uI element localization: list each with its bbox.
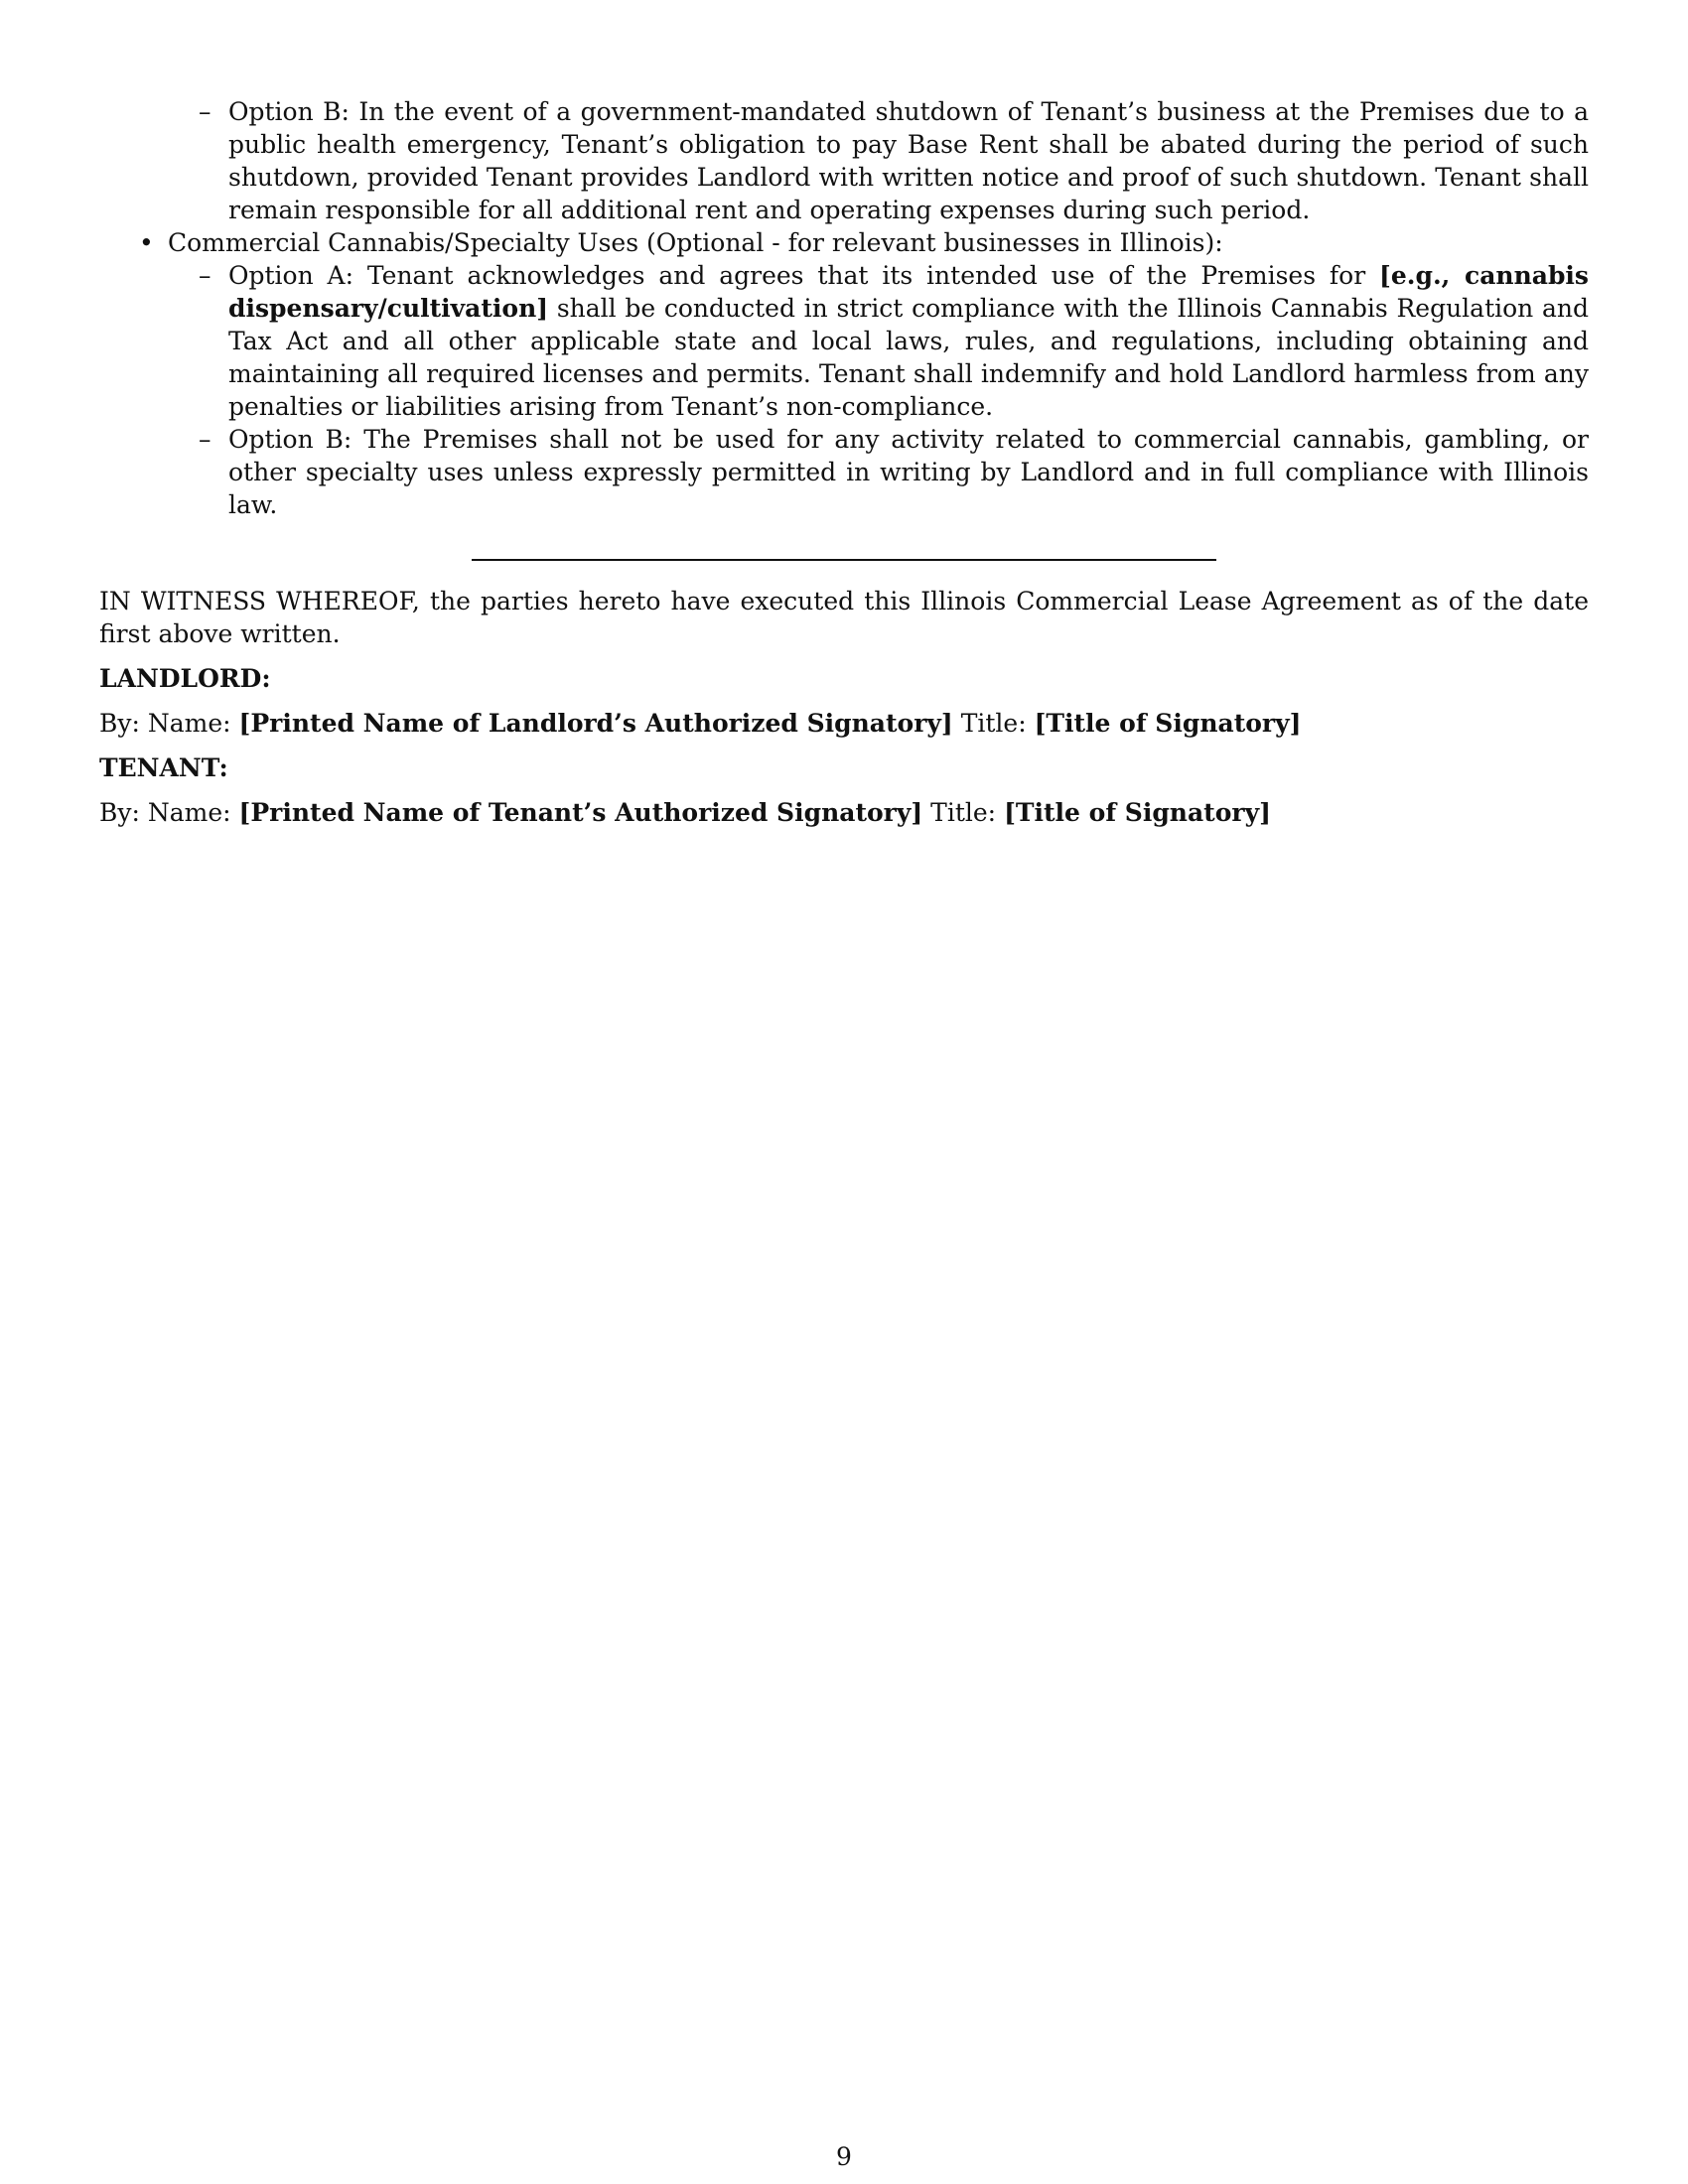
option-label: Option B: [228, 97, 350, 126]
landlord-heading: LANDLORD: [99, 664, 271, 693]
option-text-after: shall be conducted in strict compliance with the Illinois Cannabis Regulation and Tax Act and all other applicable state and local laws, rules, and regulations, including obtaining and maintaining all required licenses and permits. Tenant shall indemnify and hold Landlord harmless from any penalties or liabilities arising from Tenant’s non-compliance. [228, 294, 1589, 421]
page-number: 9 [836, 2142, 852, 2171]
list-item-cannabis-uses [99, 226, 1589, 259]
name-label: Name: [147, 798, 231, 827]
tenant-name-placeholder: [Printed Name of Tenant’s Authorized Signatory] [238, 798, 923, 827]
option-text: The Premises shall not be used for any activity related to commercial cannabis, gambling, or other specialty uses unless expressly permitted in writing by Landlord and in full compliance with Illinois law. [228, 425, 1589, 519]
provisions-list [99, 95, 1589, 521]
landlord-signature-line [99, 707, 1589, 740]
list-item-option-b-shutdown [99, 95, 1589, 226]
landlord-title-placeholder: [Title of Signatory] [1034, 709, 1302, 738]
landlord-name-placeholder: [Printed Name of Landlord’s Authorized Signatory] [238, 709, 953, 738]
bullet-dot: • [139, 228, 154, 257]
list-item-option-b-specialty [99, 423, 1589, 521]
tenant-signature-line [99, 796, 1589, 829]
witness-paragraph: IN WITNESS WHEREOF, the parties hereto have executed this Illinois Commercial Lease Agreement as of the date first above written. [99, 587, 1589, 648]
dash-bullet: – [199, 425, 211, 454]
title-label: Title: [960, 709, 1027, 738]
use-placeholder: [e.g., cannabis dispensary/cultivation] [228, 261, 1589, 323]
cannabis-section-title: Commercial Cannabis/Specialty Uses (Optional - for relevant businesses in Illinois): [168, 228, 1223, 257]
document-page [99, 95, 1589, 841]
option-label: Option A: [228, 261, 354, 290]
horizontal-rule [472, 559, 1216, 561]
title-label: Title: [930, 798, 997, 827]
by-label: By: [99, 709, 140, 738]
option-text: In the event of a government-mandated shutdown of Tenant’s business at the Premises due to a public health emergency, Tenant’s obligation to pay Base Rent shall be abated during the period of such shutdown, provided Tenant provides Landlord with written notice and proof of such shutdown. Tenant shall remain responsible for all additional rent and operating expenses during such period. [228, 97, 1589, 224]
dash-bullet: – [199, 97, 211, 126]
tenant-heading: TENANT: [99, 753, 228, 782]
list-item-option-a-cannabis [99, 259, 1589, 423]
option-label: Option B: [228, 425, 352, 454]
option-text-before: Tenant acknowledges and agrees that its intended use of the Premises for [366, 261, 1366, 290]
name-label: Name: [147, 709, 231, 738]
by-label: By: [99, 798, 140, 827]
tenant-title-placeholder: [Title of Signatory] [1004, 798, 1271, 827]
dash-bullet: – [199, 261, 211, 290]
